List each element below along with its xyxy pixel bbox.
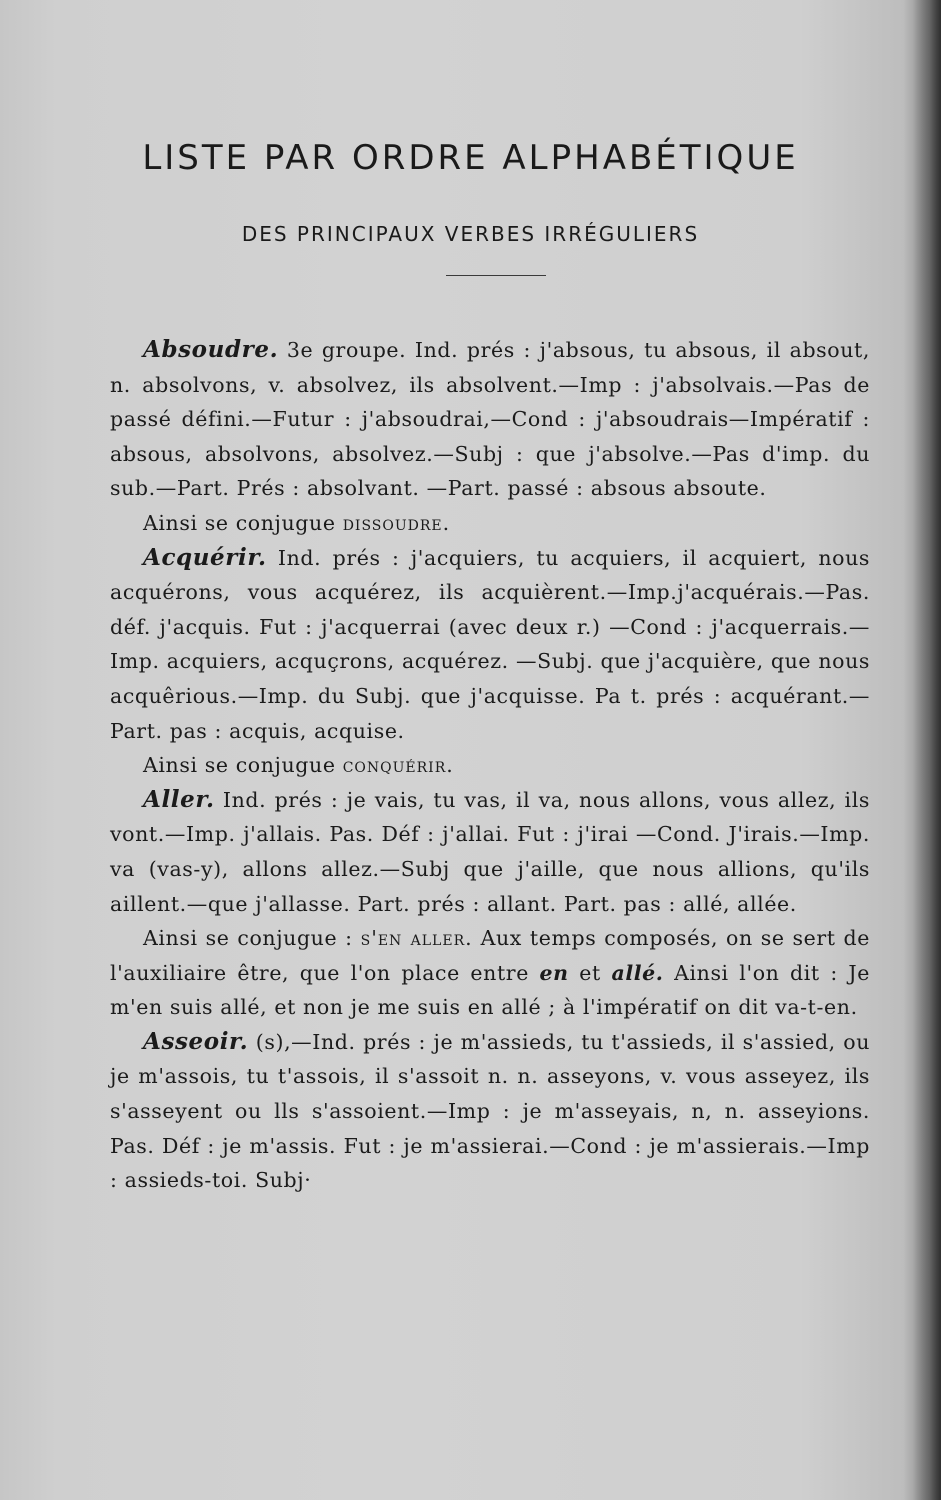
ainsi-verb-aller: s'en aller. xyxy=(360,926,473,951)
ainsi-verb-acquerir: conquérir. xyxy=(342,753,454,778)
ainsi-acquerir xyxy=(110,748,870,783)
emph-en: en xyxy=(539,960,569,985)
entry-body-asseoir: (s),—Ind. prés : je m'assieds, tu t'assieds, il s'assied, ou je m'assois, tu t'assois, il s'assoit n. n. asseyons, v. vous asseyez, ils s'asseyent ou lls s'assoient.—Imp : je m'asseyais, n, n. asseyions. Pas. Déf : je m'assis. Fut : je m'assierai.—Cond : je m'assierais.—Imp : assieds-toi. Subj· xyxy=(110,1029,870,1193)
verb-list xyxy=(110,333,870,1198)
entry-acquerir xyxy=(110,541,870,749)
page-subtitle: DES PRINCIPAUX VERBES IRRÉGULIERS xyxy=(241,222,700,246)
entry-body-acquerir: Ind. prés : j'acquiers, tu acquiers, il acquiert, nous acquérons, vous acquérez, ils acquièrent.—Imp.j'acquérais.—Pas. déf. j'acquis. Fut : j'acquerrai (avec deux r.) —Cond : j'acquerrais.—Imp. acquiers, acquçrons, acquérez. —Subj. que j'acquière, que nous acquêrious.—Imp. du Subj. que j'acquisse. Pa t. prés : acquérant.—Part. pas : acquis, acquise. xyxy=(110,545,870,743)
entry-head-asseoir: Asseoir. xyxy=(143,1027,249,1055)
ainsi-text-aller: Ainsi se conjugue : xyxy=(143,926,361,951)
ainsi-rest2-aller: et xyxy=(568,960,612,985)
ainsi-aller xyxy=(110,921,870,1025)
entry-head-absoudre: Absoudre. xyxy=(143,336,279,363)
title-divider xyxy=(446,275,546,276)
entry-asseoir xyxy=(110,1025,870,1198)
entry-body-aller: Ind. prés : je vais, tu vas, il va, nous allons, vous allez, ils vont.—Imp. j'allais. Pas. Déf : j'allai. Fut : j'irai —Cond. J'irais.—Imp. va (vas-y), allons allez.—Subj que j'aille, que nous allions, qu'ils aillent.—que j'allasse. Part. prés : allant. Part. pas : allé, allée. xyxy=(110,787,870,916)
entry-head-acquerir: Acquérir. xyxy=(143,543,267,571)
entry-absoudre xyxy=(110,333,870,506)
ainsi-absoudre xyxy=(110,506,870,541)
page-title: LISTE PAR ORDRE ALPHABÉTIQUE xyxy=(142,138,799,178)
ainsi-rest3-aller: Ainsi l'on dit : Je m'en suis allé, et non je me suis en allé ; à l'impératif on dit va-t-en. xyxy=(110,960,870,1020)
ainsi-text-acquerir: Ainsi se conjugue xyxy=(143,753,343,778)
entry-body-absoudre: 3e groupe. Ind. prés : j'absous, tu absous, il absout, n. absolvons, v. absolvez, ils absolvent.—Imp : j'absolvais.—Pas de passé défini.—Futur : j'absoudrai,—Cond : j'absoudrais—Impératif : absous, absolvons, absolvez.—Subj : que j'absolve.—Pas d'imp. du sub.—Part. Prés : absolvant. —Part. passé : absous absoute. xyxy=(110,338,870,501)
entry-aller xyxy=(110,783,870,921)
emph-alle: allé. xyxy=(611,960,664,985)
ainsi-text-absoudre: Ainsi se conjugue xyxy=(143,510,343,535)
ainsi-verb-absoudre: dissoudre. xyxy=(342,510,451,535)
ainsi-rest1-aller: Aux temps composés, on se sert de l'auxiliaire être, que l'on place entre xyxy=(110,926,871,985)
entry-head-aller: Aller. xyxy=(143,785,215,813)
